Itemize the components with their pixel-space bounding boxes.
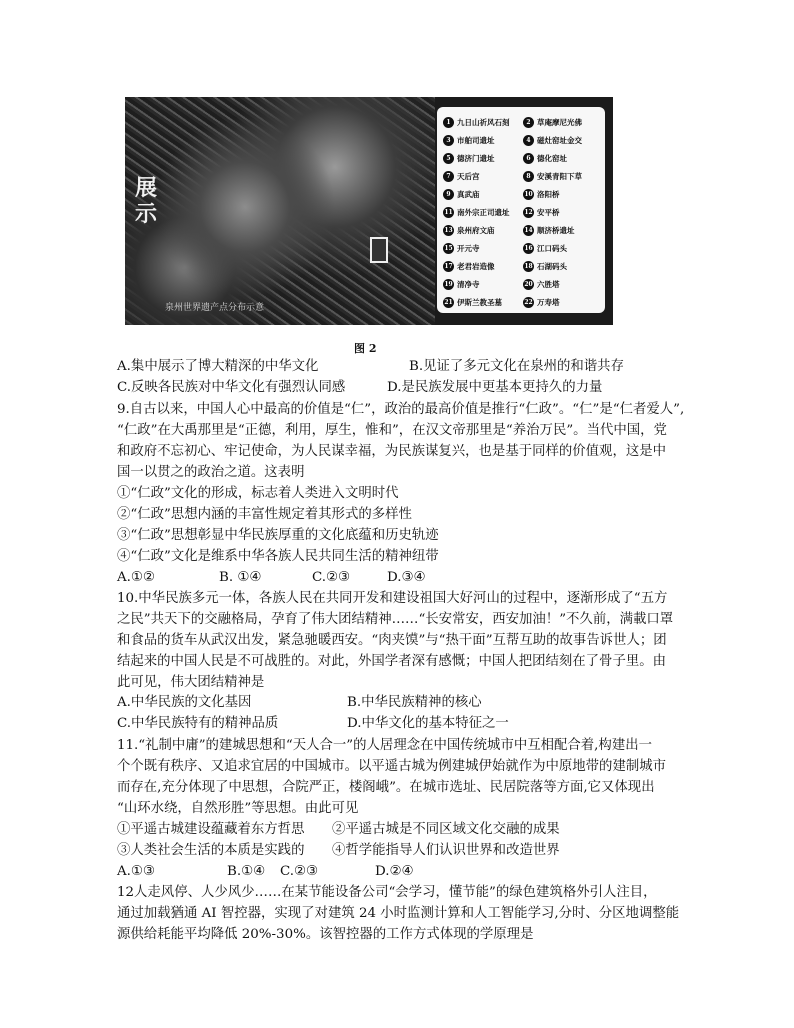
q12-stem-line: 通过加载猶通 AI 智控器，实现了对建筑 24 小时监测计算和人工智能学习,分时、分区地调整能: [117, 906, 680, 921]
q9-option-d: D.③④: [387, 570, 426, 585]
legend-item-label: 泉州府文庙: [457, 225, 495, 235]
legend-item-label: 开元寺: [457, 243, 480, 253]
legend-number-badge: 13: [444, 226, 453, 234]
legend-item: [523, 113, 599, 131]
legend-item-label: 磁灶窑址金交: [537, 135, 582, 145]
legend-item-label: 德化窑址: [537, 153, 567, 163]
legend-number-badge: 6: [523, 153, 534, 164]
legend-number-badge: 11: [444, 208, 453, 216]
legend-item: [443, 149, 519, 167]
q9-stem-line: 9.自古以来，中国人心中最高的价值是“仁”，政治的最高价值是推行“仁政”。“仁”是“仁者爱人”,: [117, 402, 685, 417]
legend-number-badge: 18: [524, 262, 533, 270]
q11-option-b: B.①④: [227, 864, 266, 879]
q9-stem-line: 和政府不忘初心、牢记使命，为人民谋幸福，为民族谋复兴，也是基于同样的价值观，这是中: [117, 444, 667, 459]
legend-item-label: 伊斯兰教圣墓: [457, 297, 502, 307]
legend-item: [523, 293, 599, 311]
legend-item: [443, 221, 519, 239]
legend-item: [443, 239, 519, 257]
legend-item-label: 顺济桥遗址: [537, 225, 575, 235]
legend-item-label: 老君岩造像: [457, 261, 495, 271]
legend-item-label: 草庵摩尼光佛: [537, 117, 582, 127]
q9-statement: ④“仁政”文化是维系中华各族人民共同生活的精神纽带: [117, 549, 439, 564]
legend-item-label: 天后宫: [457, 171, 480, 181]
legend-item-label: 德济门遗址: [457, 153, 495, 163]
legend-item: [443, 203, 519, 221]
question-10-stem: [117, 588, 689, 693]
legend-item: [523, 221, 599, 239]
legend-number-badge: 21: [444, 298, 453, 306]
q11-option-c: C.②③: [280, 864, 319, 879]
q10-stem-line: 和食品的货车从武汉出发，紧急驰暖西安。“肉夹馍”与“热干面”互帮互助的故事告诉世人；团: [117, 633, 667, 648]
legend-item: [523, 275, 599, 293]
legend-item: [523, 131, 599, 149]
q10-option-b: B.中华民族精神的核心: [347, 695, 482, 710]
map-title: 展示: [135, 175, 158, 227]
legend-item: [443, 275, 519, 293]
legend-number-badge: 3: [443, 135, 454, 146]
legend-number-badge: 4: [523, 135, 534, 146]
legend-item: [443, 185, 519, 203]
q11-option-d: D.②④: [375, 864, 414, 879]
legend-item-label: 六胜塔: [537, 279, 560, 289]
legend-item: [523, 203, 599, 221]
legend-item: [523, 239, 599, 257]
q10-stem-line: 此可见，伟大团结精神是: [117, 675, 265, 690]
legend-number-badge: 1: [443, 117, 454, 128]
legend-item: [523, 257, 599, 275]
q11-statement-row-2: [117, 841, 560, 860]
legend-item: [523, 149, 599, 167]
figure-label: 图 2: [354, 342, 377, 355]
q10-option-a: A.中华民族的文化基因: [117, 695, 252, 710]
q11-stem-line: 而存在,充分体现了中思想，合院严正，楼阁峨”。在城市选址、民居院落等方面,它又体现出: [117, 780, 655, 795]
legend-item: [523, 167, 599, 185]
q11-statement-row-1: [117, 820, 560, 839]
q11-statement-4: ④哲学能指导人们认识世界和改造世界: [332, 843, 560, 858]
q10-option-row-2: [117, 714, 509, 733]
question-9-stem: [117, 399, 689, 483]
legend-number-badge: 15: [444, 244, 453, 252]
legend-item: [443, 113, 519, 131]
legend-number-badge: 8: [523, 171, 534, 182]
legend-item-label: 真武庙: [457, 189, 480, 199]
q10-option-d: D.中华文化的基本特征之一: [347, 716, 509, 731]
legend-number-badge: 7: [443, 171, 454, 182]
q8-option-row-1: [117, 357, 624, 376]
legend-item-label: 南外宗正司遗址: [457, 207, 510, 217]
legend-item: [443, 131, 519, 149]
legend-number-badge: 19: [444, 280, 453, 288]
q9-statement: ③“仁政”思想彰显中华民族厚重的文化底蕴和历史轨迹: [117, 528, 439, 543]
q10-stem-line: 结起来的中国人民是不可战胜的。对此，外国学者深有感慨；中国人把团结刻在了骨子里。由: [117, 654, 667, 669]
question-11-stem: [117, 735, 689, 819]
legend-item-label: 安溪青阳下草: [537, 171, 582, 181]
map-caption: 泉州世界遗产点分布示意: [165, 303, 265, 313]
q11-stem-line: 个个既有秩序、又追求宜居的中国城市。以平遥古城为例建城伊始就作为中原地带的建制城市: [117, 759, 667, 774]
q10-stem-line: 10.中华民族多元一体，各族人民在共同开发和建设祖国大好河山的过程中，逐渐形成了“五方: [117, 591, 668, 606]
q10-option-c: C.中华民族特有的精神品质: [117, 716, 279, 731]
q8-option-a: A.集中展示了博大精深的中华文化: [117, 359, 319, 374]
q10-option-row-1: [117, 693, 482, 712]
q11-option-a: A.①③: [117, 864, 155, 879]
q11-statement-1: ①平遥古城建设蕴藏着东方哲思: [117, 822, 305, 837]
q10-stem-line: 之民”共天下的交融格局，孕育了伟大团结精神……“长安常安，西安加油！”不久前，满載口罩: [117, 612, 674, 627]
q11-stem-line: 11.“礼制中庸”的建城思想和“天人合一”的人居理念在中国传统城市中互相配合着,构建出一: [117, 738, 652, 753]
question-9-statements: [117, 483, 689, 567]
q9-stem-line: 国一以贯之的政治之道。这表明: [117, 465, 305, 480]
q8-option-c: C.反映各民族对中华文化有强烈认同感: [117, 380, 346, 395]
q9-stem-line: “仁政”在大禹那里是“正德，利用，厚生，惟和”，在汉文帝那里是“养治万民”。当代中国，党: [117, 423, 667, 438]
q11-stem-line: “山环水绕，自然形胜”等思想。由此可见: [117, 801, 359, 816]
q8-option-d: D.是民族发展中更基本更持久的力量: [387, 380, 603, 395]
legend-item-label: 清净寺: [457, 279, 480, 289]
legend-item: [443, 257, 519, 275]
question-12-stem: [117, 882, 689, 945]
legend-number-badge: 14: [524, 226, 533, 234]
legend-item-label: 安平桥: [537, 207, 560, 217]
q11-options: [117, 862, 414, 881]
legend-number-badge: 17: [444, 262, 453, 270]
map-image: [125, 97, 435, 325]
q9-option-c: C.②③: [312, 570, 351, 585]
legend-item: [523, 185, 599, 203]
q9-statement: ①“仁政”文化的形成，标志着人类进入文明时代: [117, 486, 399, 501]
legend-item-label: 洛阳桥: [537, 189, 560, 199]
q9-statement: ②“仁政”思想内涵的丰富性规定着其形式的多样性: [117, 507, 412, 522]
map-legend: [437, 107, 605, 313]
legend-item-label: 江口码头: [537, 243, 567, 253]
legend-number-badge: 22: [524, 298, 533, 306]
q11-statement-2: ②平遥古城是不同区域文化交融的成果: [332, 822, 560, 837]
legend-number-badge: 2: [523, 117, 534, 128]
legend-number-badge: 20: [524, 280, 533, 288]
q9-options: [117, 568, 426, 587]
legend-item-label: 万寿塔: [537, 297, 560, 307]
legend-number-badge: 10: [524, 190, 533, 198]
q9-option-b: B. ①④: [219, 570, 262, 585]
legend-item-label: 市舶司遗址: [457, 135, 495, 145]
figure-2-image: [125, 97, 613, 325]
q12-stem-line: 12人走风停、人少风少……在某节能设备公司“会学习，懂节能”的绿色建筑格外引人注目，: [117, 885, 657, 900]
map-marker: [370, 237, 388, 263]
q9-option-a: A.①②: [117, 570, 155, 585]
legend-number-badge: 9: [443, 189, 454, 200]
q12-stem-line: 源供给耗能平均降低 20%-30%。该智控器的工作方式体现的学原理是: [117, 927, 534, 942]
legend-number-badge: 5: [443, 153, 454, 164]
legend-item-label: 九日山祈风石刻: [457, 117, 510, 127]
q8-option-row-2: [117, 378, 603, 397]
q11-statement-3: ③人类社会生活的本质是实践的: [117, 843, 305, 858]
legend-number-badge: 16: [524, 244, 533, 252]
legend-item-label: 石湖码头: [537, 261, 567, 271]
legend-item: [443, 293, 519, 311]
legend-item: [443, 167, 519, 185]
q8-option-b: B.见证了多元文化在泉州的和谐共存: [409, 359, 624, 374]
legend-number-badge: 12: [524, 208, 533, 216]
